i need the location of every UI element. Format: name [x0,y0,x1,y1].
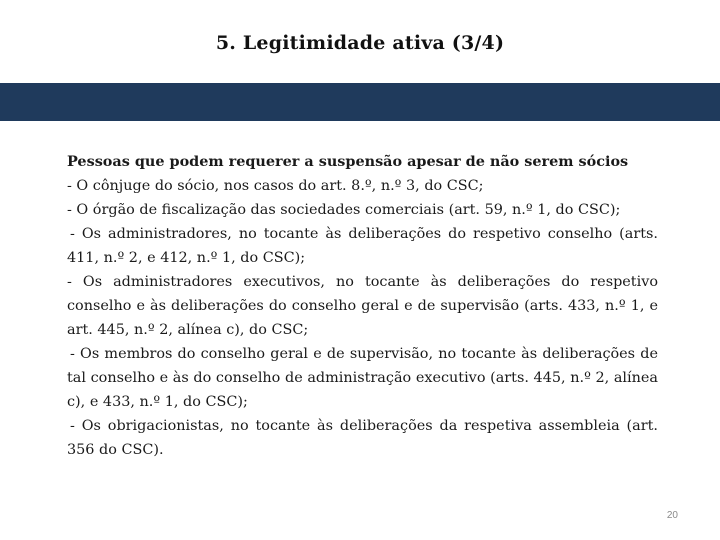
list-item-orgao-fiscalizacao: - O órgão de fiscalização das sociedades comerciais (art. 59, n.º 1, do CSC); [67,202,621,218]
slide-title: 5. Legitimidade ativa (3/4) [215,32,505,54]
list-item-conjuge: - O cônjuge do sócio, nos casos do art. 8.º, n.º 3, do CSC; [67,178,484,194]
list-item-membros-conselho: - Os membros do conselho geral e de supervisão, no tocante às deliberações de tal conselho e às do conselho de administração executivo (arts. 445, n.º 2, alínea c), e 433, n.º 1, do CSC); [67,346,658,410]
page-number: 20 [666,510,678,521]
list-item-administradores: - Os administradores, no tocante às deliberações do respetivo conselho (arts. 411, n.º 2, e 412, n.º 1, do CSC); [67,226,658,266]
slide-content [67,150,658,462]
list-item-obrigacionistas: - Os obrigacionistas, no tocante às deliberações da respetiva assembleia (art. 356 do CSC). [67,418,658,458]
title-band [0,83,720,121]
content-heading: Pessoas que podem requerer a suspensão apesar de não serem sócios [67,153,629,170]
list-item-administradores-executivos: - Os administradores executivos, no tocante às deliberações do respetivo conselho e às deliberações do conselho geral e de supervisão (arts. 433, n.º 1, e art. 445, n.º 2, alínea c), do CSC; [67,274,658,338]
